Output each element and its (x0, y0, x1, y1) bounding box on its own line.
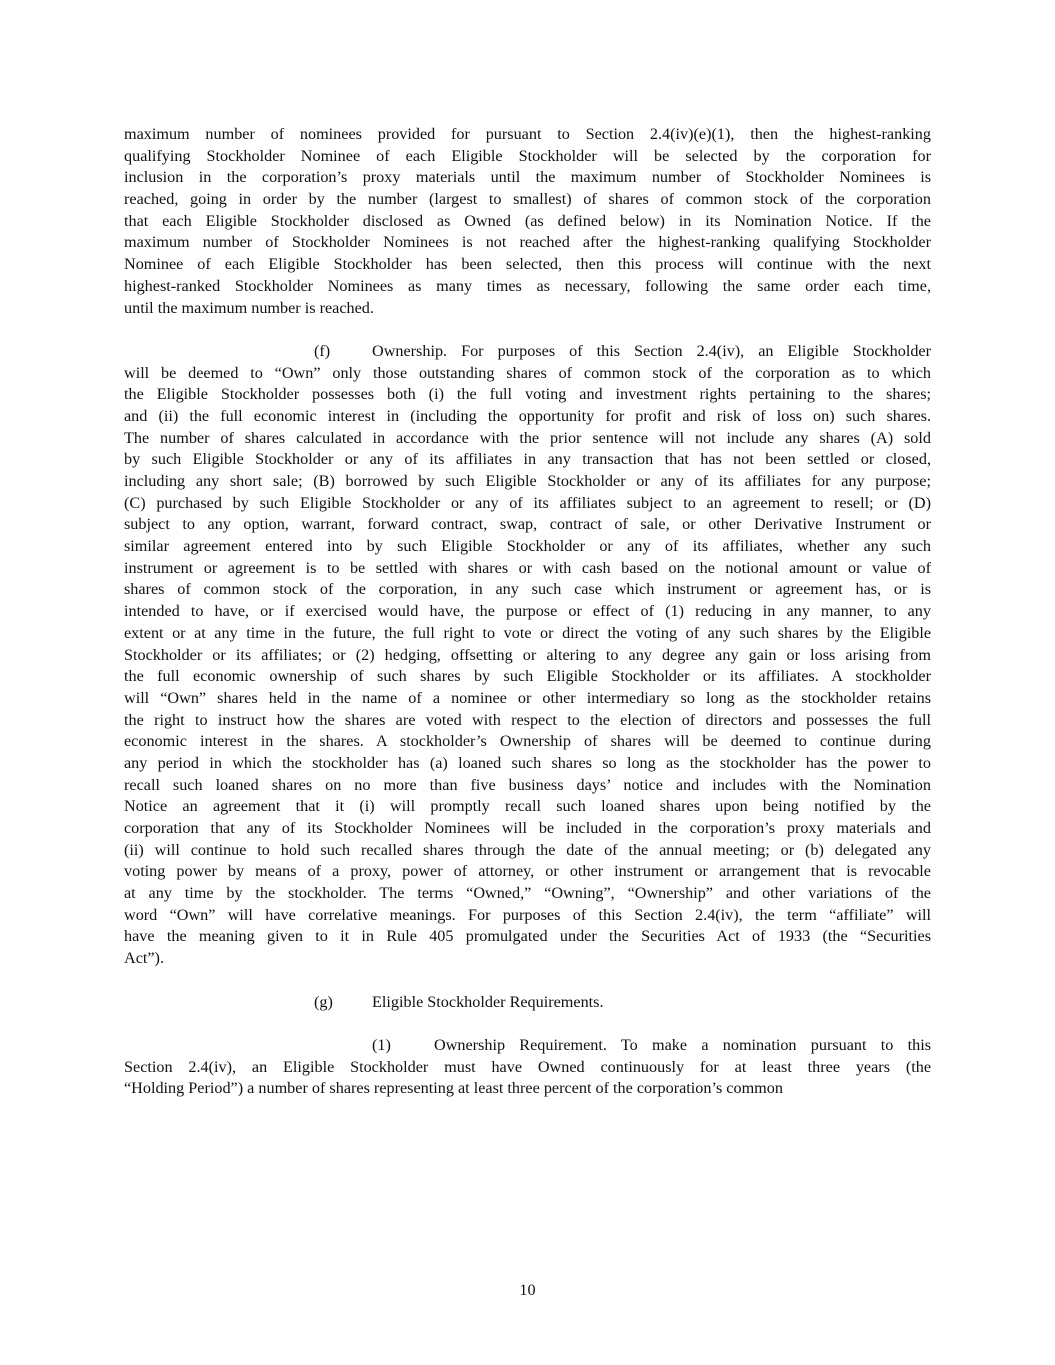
text-line: until the maximum number is reached. (124, 298, 374, 317)
section-heading-line (124, 992, 931, 1014)
page-number: 10 (519, 1281, 536, 1299)
section-heading-text: Ownership Requirement. To make a nomination pursuant to this (434, 1035, 931, 1054)
body-text (124, 124, 931, 1100)
text-line: shares of common stock of the corporation, in any such case which instrument or agreement has, or is (124, 580, 931, 599)
text-line: by such Eligible Stockholder or any of its affiliates in any transaction that has not been settled or closed, (124, 450, 931, 469)
text-line: maximum number of nominees provided for pursuant to Section 2.4(iv)(e)(1), then the highest-ranking (124, 125, 931, 143)
text-line: word “Own” will have correlative meanings. For purposes of this Section 2.4(iv), the term “affiliate” will (124, 905, 931, 924)
text-line: (ii) will continue to hold such recalled shares through the date of the annual meeting; or (b) delegated any (124, 840, 931, 859)
text-line: the Eligible Stockholder possesses both (i) the full voting and investment rights pertaining to the shares; (124, 385, 931, 404)
paragraph-gap (124, 970, 931, 992)
text-line: reached, going in order by the number (largest to smallest) of shares of common stock of the corporation (124, 190, 931, 209)
text-line: similar agreement entered into by such Eligible Stockholder or any of its affiliates, whether any such (124, 537, 931, 556)
text-line: highest-ranked Stockholder Nominees as many times as necessary, following the same order each time, (124, 276, 931, 295)
paragraph-gap (124, 1013, 931, 1035)
text-line: The number of shares calculated in accordance with the prior sentence will not include any shares (A) sold (124, 428, 931, 447)
text-line: voting power by means of a proxy, power of attorney, or other instrument or arrangement that is revocable (124, 862, 931, 881)
text-line: at any time by the stockholder. The terms “Owned,” “Owning”, “Ownership” and other variations of the (124, 884, 931, 903)
text-line: corporation that any of its Stockholder Nominees will be included in the corporation’s proxy materials and (124, 819, 931, 837)
text-line: Nominee of each Eligible Stockholder has been selected, then this process will continue with the next (124, 255, 931, 274)
text-line: inclusion in the corporation’s proxy materials until the maximum number of Stockholder Nominees is (124, 168, 931, 187)
text-line: intended to have, or if exercised would have, the purpose or effect of (1) reducing in any manner, to any (124, 602, 931, 621)
text-line: that each Eligible Stockholder disclosed as Owned (as defined below) in its Nomination Notice. If the (124, 211, 931, 230)
text-line: qualifying Stockholder Nominee of each Eligible Stockholder will be selected by the corporation for (124, 146, 931, 165)
text-line: extent or at any time in the future, the full right to vote or direct the voting of any such shares by the Eligible (124, 623, 931, 642)
text-line: maximum number of Stockholder Nominees is not reached after the highest-ranking qualifying Stockholder (124, 233, 931, 252)
paragraph-gap (124, 319, 931, 341)
section-heading-line (124, 1035, 931, 1057)
section-label: (g) (314, 992, 333, 1011)
text-line: and (ii) the full economic interest in (including the opportunity for profit and risk of loss on) such shares. (124, 406, 931, 425)
text-line: economic interest in the shares. A stockholder’s Ownership of shares will be deemed to continue during (124, 732, 931, 751)
text-line: “Holding Period”) a number of shares representing at least three percent of the corporation’s common (124, 1079, 783, 1098)
text-line: recall such loaned shares on no more than five business days’ notice and includes with the Nomination (124, 775, 931, 794)
text-line: instrument or agreement is to be settled with shares or with cash based on the notional amount or value of (124, 558, 931, 577)
text-line: Notice an agreement that it (i) will promptly recall such loaned shares upon being notified by the (124, 797, 931, 816)
text-line: Stockholder or its affiliates; or (2) hedging, offsetting or altering to any degree any gain or loss arising from (124, 645, 931, 664)
text-line: (C) purchased by such Eligible Stockholder or any of its affiliates subject to an agreement to resell; or (D) (124, 493, 931, 512)
section-heading-text: Ownership. For purposes of this Section 2.4(iv), an Eligible Stockholder (372, 341, 931, 360)
text-line: subject to any option, warrant, forward contract, swap, contract of sale, or other Derivative Instrument or (124, 515, 931, 534)
section-label: (f) (314, 341, 331, 360)
text-line: any period in which the stockholder has (a) loaned such shares so long as the stockholder has the power to (124, 753, 931, 772)
section-heading-text: Eligible Stockholder Requirements. (372, 992, 604, 1011)
text-line: Act”). (124, 949, 164, 968)
text-line: Section 2.4(iv), an Eligible Stockholder must have Owned continuously for at least three years (the (124, 1057, 931, 1076)
text-line: will be deemed to “Own” only those outstanding shares of common stock of the corporation as to which (124, 363, 931, 382)
text-line: the full economic ownership of such shares by such Eligible Stockholder or its affiliates. A stockholder (124, 667, 931, 686)
section-label: (1) (372, 1035, 391, 1054)
text-line: including any short sale; (B) borrowed by such Eligible Stockholder or any of its affiliates for any purpose; (124, 472, 931, 490)
text-line: the right to instruct how the shares are voted with respect to the election of directors and possesses the full (124, 710, 931, 729)
section-heading-line (124, 341, 931, 363)
text-line: will “Own” shares held in the name of a nominee or other intermediary so long as the stockholder retains (124, 688, 931, 707)
text-line: have the meaning given to it in Rule 405 promulgated under the Securities Act of 1933 (the “Securities (124, 927, 931, 946)
